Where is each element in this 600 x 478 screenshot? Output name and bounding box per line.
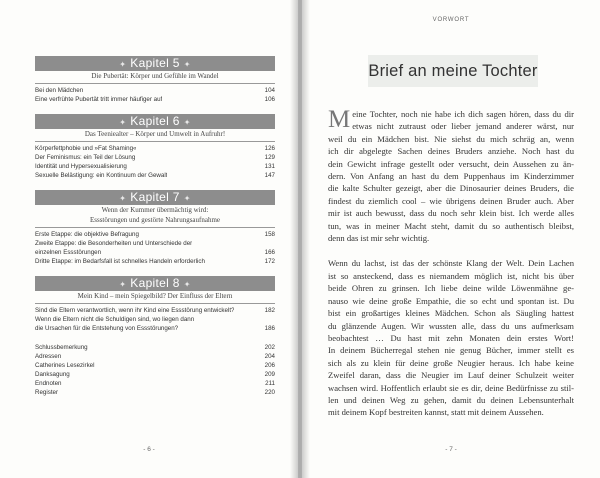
text-line: wachsen wird. Hoffentlich erlaubt sie es dir, deine Bedürfnisse zu stil- [328, 382, 574, 393]
text-line: findest du ziemlich cool – wie übrigens deinen Bruder auch. Aber [328, 195, 574, 206]
appendix-entry [35, 370, 275, 379]
toc-entry-title: Zweite Etappe: die Besonderheiten und Unterschiede der [35, 240, 193, 247]
spacer [35, 333, 275, 343]
book-gutter [290, 0, 310, 478]
spacer [35, 180, 275, 190]
toc-entry-title: Körperfettphobie und »Fat Shaming« [35, 145, 137, 152]
appendix-entry [35, 388, 275, 397]
text-line: beide Ohren zu grinsen. Ich liebe deine wilde Löwenmähne ge- [328, 283, 574, 294]
toc-entry [35, 248, 275, 257]
text-line: denn das ist mir sehr wichtig. [328, 233, 430, 244]
text-line: sich als zu klein für deine große Neugier heraus. Ich habe keine [328, 357, 574, 368]
appendix-entry-title: Adressen [35, 353, 62, 360]
chapter-subtitle: Die Pubertät: Körper und Gefühle im Wandel [91, 72, 219, 80]
toc-entry-title: Eine verfrühte Pubertät tritt immer häufiger auf [35, 96, 163, 103]
right-page [302, 0, 600, 478]
text-line: etwas nicht zutraust oder lieber jemand anderer wärst, nur [352, 121, 574, 132]
appendix-entry-title: Schlussbemerkung [35, 344, 88, 351]
star-icon: ✦ [119, 194, 127, 203]
toc-entry-title: Der Feminismus: ein Teil der Lösung [35, 154, 136, 161]
text-line: mir ist auch bewusst, dass du noch sehr klein bist. Ich werde alles [328, 208, 574, 219]
toc-entry [35, 257, 275, 266]
chapter-label: Kapitel 8 [130, 276, 180, 290]
text-line: Zweifel daran, dass die Neugier im Lauf deiner Schulzeit weiter [328, 370, 574, 381]
toc-entry-page [271, 315, 275, 324]
appendix-entry-title: Endnoten [35, 380, 62, 387]
divider [35, 227, 275, 228]
text-line: bist ein großartiges kleines Mädchen. Schon als Säugling hattest [328, 308, 574, 319]
star-icon: ✦ [183, 194, 191, 203]
toc-entry-page: 166 [264, 249, 275, 256]
text-line: Wenn du lachst, ist das der schönste Klang der Welt. Dein Lachen [328, 258, 574, 269]
toc-entry [35, 95, 275, 104]
chapter-heading [35, 114, 275, 129]
table-of-contents [35, 56, 275, 397]
star-icon: ✦ [183, 118, 191, 127]
running-head: VORWORT [432, 17, 470, 23]
toc-entry-page: 158 [264, 231, 275, 238]
divider [35, 83, 275, 84]
page-number-right: - 7 - [445, 446, 457, 453]
star-icon: ✦ [119, 118, 127, 127]
spacer [35, 104, 275, 114]
toc-entry-page: 172 [264, 258, 275, 265]
toc-entry [35, 315, 275, 324]
spacer [35, 266, 275, 276]
toc-entry [35, 153, 275, 162]
toc-entry-title: Identität und Hypersexualisierung [35, 163, 127, 170]
appendix-entry-page: 204 [264, 353, 275, 360]
text-line: nauso wie deine große Empathie, die so echt und spontan ist. Du [328, 295, 574, 306]
text-line: ich dir abgelegte Sachen deines Bruders anziehe. Noch hast du [328, 146, 574, 157]
text-line: du glänzende Augen. Wir wussten alle, dass du uns aufmerksam [328, 320, 574, 331]
toc-entry [35, 144, 275, 153]
toc-entry-title: Sind die Eltern verantwortlich, wenn ihr Kind eine Essstörung entwickelt? [35, 307, 235, 314]
appendix-entry-page: 202 [264, 344, 275, 351]
toc-entry-page: 129 [264, 154, 275, 161]
toc-entry [35, 306, 275, 315]
appendix-entry-page: 209 [264, 371, 275, 378]
appendix-entry [35, 343, 275, 352]
appendix-entry-page: 211 [265, 380, 275, 387]
toc-entry-title: Sexuelle Belästigung: ein Kontinuum der Gewalt [35, 172, 168, 179]
left-page [0, 0, 298, 478]
letter-body [328, 108, 574, 432]
chapter-label: Kapitel 6 [130, 114, 180, 128]
toc-entry-page: 104 [264, 87, 275, 94]
text-line: dern. Von Anfang an hast du dem Puppenhaus im Kinderzimmer [328, 171, 574, 182]
text-line: tun, was in meiner Macht steht, damit du so authentisch bleibst, [328, 220, 574, 231]
page-number-left: - 6 - [143, 446, 155, 453]
toc-entry [35, 324, 275, 333]
text-line: dein Gewicht infrage gestellt oder versucht, dein Aussehen zu än- [328, 158, 574, 169]
appendix-entry [35, 361, 275, 370]
appendix-entry [35, 379, 275, 388]
drop-cap: M [328, 106, 351, 133]
toc-entry [35, 86, 275, 95]
toc-entry-title: einzelnen Essstörungen [35, 249, 102, 256]
divider [35, 303, 275, 304]
divider [35, 141, 275, 142]
toc-entry-page: 182 [264, 307, 275, 314]
text-line: die kalte Schulter gezeigt, aber die Dinosaurier deines Bruders, die [328, 183, 574, 194]
chapter-title: Brief an meine Tochter [368, 61, 538, 80]
toc-entry [35, 162, 275, 171]
body-paragraph [328, 108, 574, 244]
star-icon: ✦ [119, 280, 127, 289]
star-icon: ✦ [183, 280, 191, 289]
chapter-title-box [368, 55, 538, 87]
toc-entry-page [271, 239, 275, 248]
toc-entry-page: 106 [264, 96, 275, 103]
text-line: ist so ansteckend, dass es niemandem möglich ist, nicht bis über [328, 270, 574, 281]
chapter-subtitle: Das Teeniealter – Körper und Umwelt in Aufruhr! [84, 130, 226, 138]
chapter-subtitle: Mein Kind – mein Spiegelbild? Der Einfluss der Eltern [77, 292, 233, 300]
chapter-label: Kapitel 7 [130, 190, 180, 204]
toc-entry-page: 131 [264, 163, 275, 170]
text-line: beobachtest … Du hast mit zehn Monaten dein erstes Wort! [328, 332, 574, 343]
text-line: mit deinem Kopf bestreiten kannst, statt mit deinem Aussehen. [328, 407, 544, 418]
appendix-entry-title: Catherines Lesezirkel [35, 362, 95, 369]
toc-entry-title: Erste Etappe: die objektive Befragung [35, 231, 139, 238]
text-line: len und deinen Weg zu gehen, damit du deinen Lebensunterhalt [328, 394, 574, 405]
toc-entry [35, 239, 275, 248]
star-icon: ✦ [119, 60, 127, 69]
appendix-entry-page: 220 [264, 389, 275, 396]
text-line: eine Tochter, noch nie habe ich dich sagen hören, dass du dir [352, 109, 574, 119]
toc-entry-title: Bei den Mädchen [35, 87, 84, 94]
appendix-entry-page: 206 [264, 362, 275, 369]
star-icon: ✦ [183, 60, 191, 69]
appendix-entry-title: Register [35, 389, 59, 396]
chapter-heading [35, 276, 275, 291]
toc-entry [35, 230, 275, 239]
body-paragraph [328, 257, 574, 418]
appendix-entry-title: Danksagung [35, 371, 70, 378]
text-line: weil du ein Mädchen bist. Nie siehst du mich schräg an, wenn [328, 133, 574, 144]
toc-entry-title: die Ursachen für die Entstehung von Essstörungen? [35, 325, 179, 332]
chapter-heading [35, 190, 275, 205]
chapter-subtitle: Essstörungen und gestörte Nahrungsaufnahme [89, 216, 221, 224]
toc-entry-page: 147 [264, 172, 275, 179]
chapter-heading [35, 56, 275, 71]
appendix-entry [35, 352, 275, 361]
text-line: In deinem Bücherregal stehen nie genug Bücher, immer stellt es [328, 345, 574, 356]
chapter-subtitle: Wenn der Kummer übermächtig wird: [101, 206, 209, 214]
toc-entry-page: 186 [264, 325, 275, 332]
chapter-label: Kapitel 5 [130, 56, 180, 70]
toc-entry-page: 126 [264, 145, 275, 152]
toc-entry [35, 171, 275, 180]
toc-entry-title: Wenn die Eltern nicht die Schuldigen sind, wo liegen dann [35, 316, 195, 323]
toc-entry-title: Dritte Etappe: im Bedarfsfall ist schnelles Handeln erforderlich [35, 258, 205, 265]
